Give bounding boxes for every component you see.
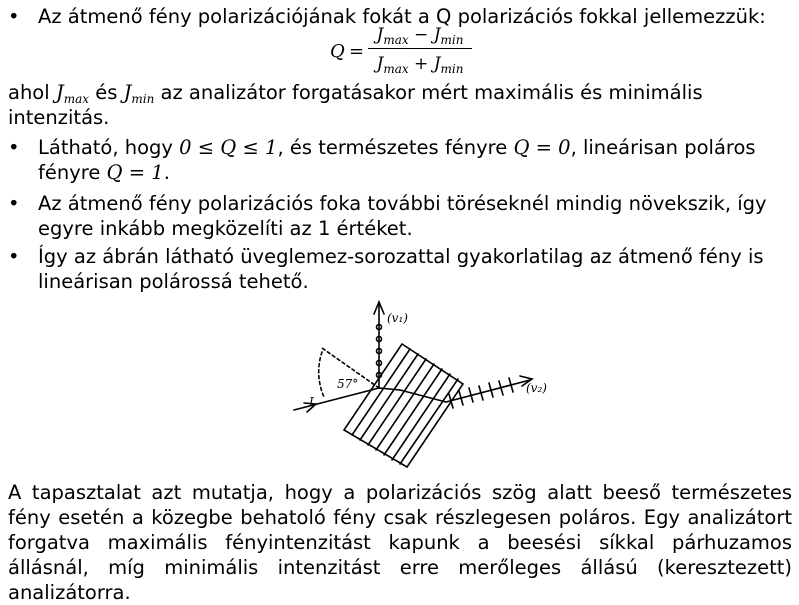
range-text-b: , és természetes fényre (277, 136, 514, 159)
formula-equals: = (349, 41, 365, 62)
bullet-marker: • (8, 192, 20, 215)
glass-stack-outline (344, 344, 463, 467)
numerator-sub-max: max (383, 33, 409, 47)
range-text-d: . (163, 161, 170, 184)
range-math-a: 0 ≤ Q ≤ 1 (179, 136, 278, 159)
numerator-sub-min: min (440, 33, 464, 47)
denominator-sub-min: min (440, 62, 464, 76)
denominator-j-min: J (433, 54, 441, 74)
glass-plate-line (360, 354, 418, 440)
numerator-j-min: J (433, 25, 441, 45)
explanation-j-max: J (55, 81, 64, 104)
bullet-text: Az átmenő fény polarizációs foka további töréseknél mindig növekszik, így egyre inkább megközelíti az 1 értéket. (38, 192, 767, 240)
formula-fraction (368, 24, 472, 75)
label-v1: (v₁) (387, 311, 408, 325)
label-angle: 57° (337, 377, 359, 391)
formula-numerator (368, 24, 472, 49)
range-text-a: Látható, hogy (38, 136, 180, 159)
glass-plates (344, 344, 463, 467)
formula-denominator (368, 49, 472, 75)
label-incident: I (309, 395, 314, 409)
conclusion-paragraph: A tapasztalat azt mutatja, hogy a polarizációs szög alatt beeső természetes fény esetén a közegbe behatoló fény csak részlegesen poláros. Egy analizátort forgatva maximális fényintenzitást kapunk a beesési síkkal párhuzamos állásnál, míg minimális intenzitást erre merőleges állású (keresztezett) analizátorra. (8, 481, 792, 604)
glass-plate-line (384, 369, 442, 455)
explanation-sub-min: min (131, 92, 155, 106)
formula-lhs: Q (330, 41, 345, 62)
range-math-b: Q = 0 (513, 136, 571, 159)
bullet-text: Az átmenő fény polarizációjának fokát a Q polarizációs fokkal jellemezzük: (38, 5, 766, 28)
bullet-marker: • (8, 245, 20, 268)
glass-plate-stack-figure (282, 292, 552, 472)
bullet-marker: • (8, 5, 20, 28)
formula-explanation (8, 80, 792, 130)
glass-plate-line (368, 359, 426, 445)
explanation-text-1: ahol (8, 81, 56, 104)
numerator-minus: − (408, 25, 434, 45)
angle-arc (319, 352, 324, 397)
glass-plate-line (376, 364, 434, 450)
bullet-text (38, 135, 790, 185)
range-math-c: Q = 1 (106, 161, 164, 184)
explanation-text-3: az analizátor forgatásakor mért maximális és minimális intenzitás. (8, 81, 703, 129)
denominator-plus: + (408, 54, 434, 74)
explanation-text-2: és (89, 81, 124, 104)
explanation-j-min: J (123, 81, 132, 104)
bullet-text: Így az ábrán látható üveglemez-sorozattal gyakorlatilag az átmenő fény is lineárisan polárossá tehető. (38, 245, 764, 293)
denominator-sub-max: max (383, 62, 409, 76)
explanation-sub-max: max (63, 92, 89, 106)
range-text-c: , lineárisan poláros fényre (38, 136, 756, 184)
bullet-marker: • (8, 136, 20, 159)
label-v2: (v₂) (526, 381, 547, 395)
numerator-j-max: J (376, 25, 384, 45)
incident-ray (294, 388, 379, 410)
refracted-ray-inside (400, 390, 446, 402)
denominator-j-max: J (376, 54, 384, 74)
